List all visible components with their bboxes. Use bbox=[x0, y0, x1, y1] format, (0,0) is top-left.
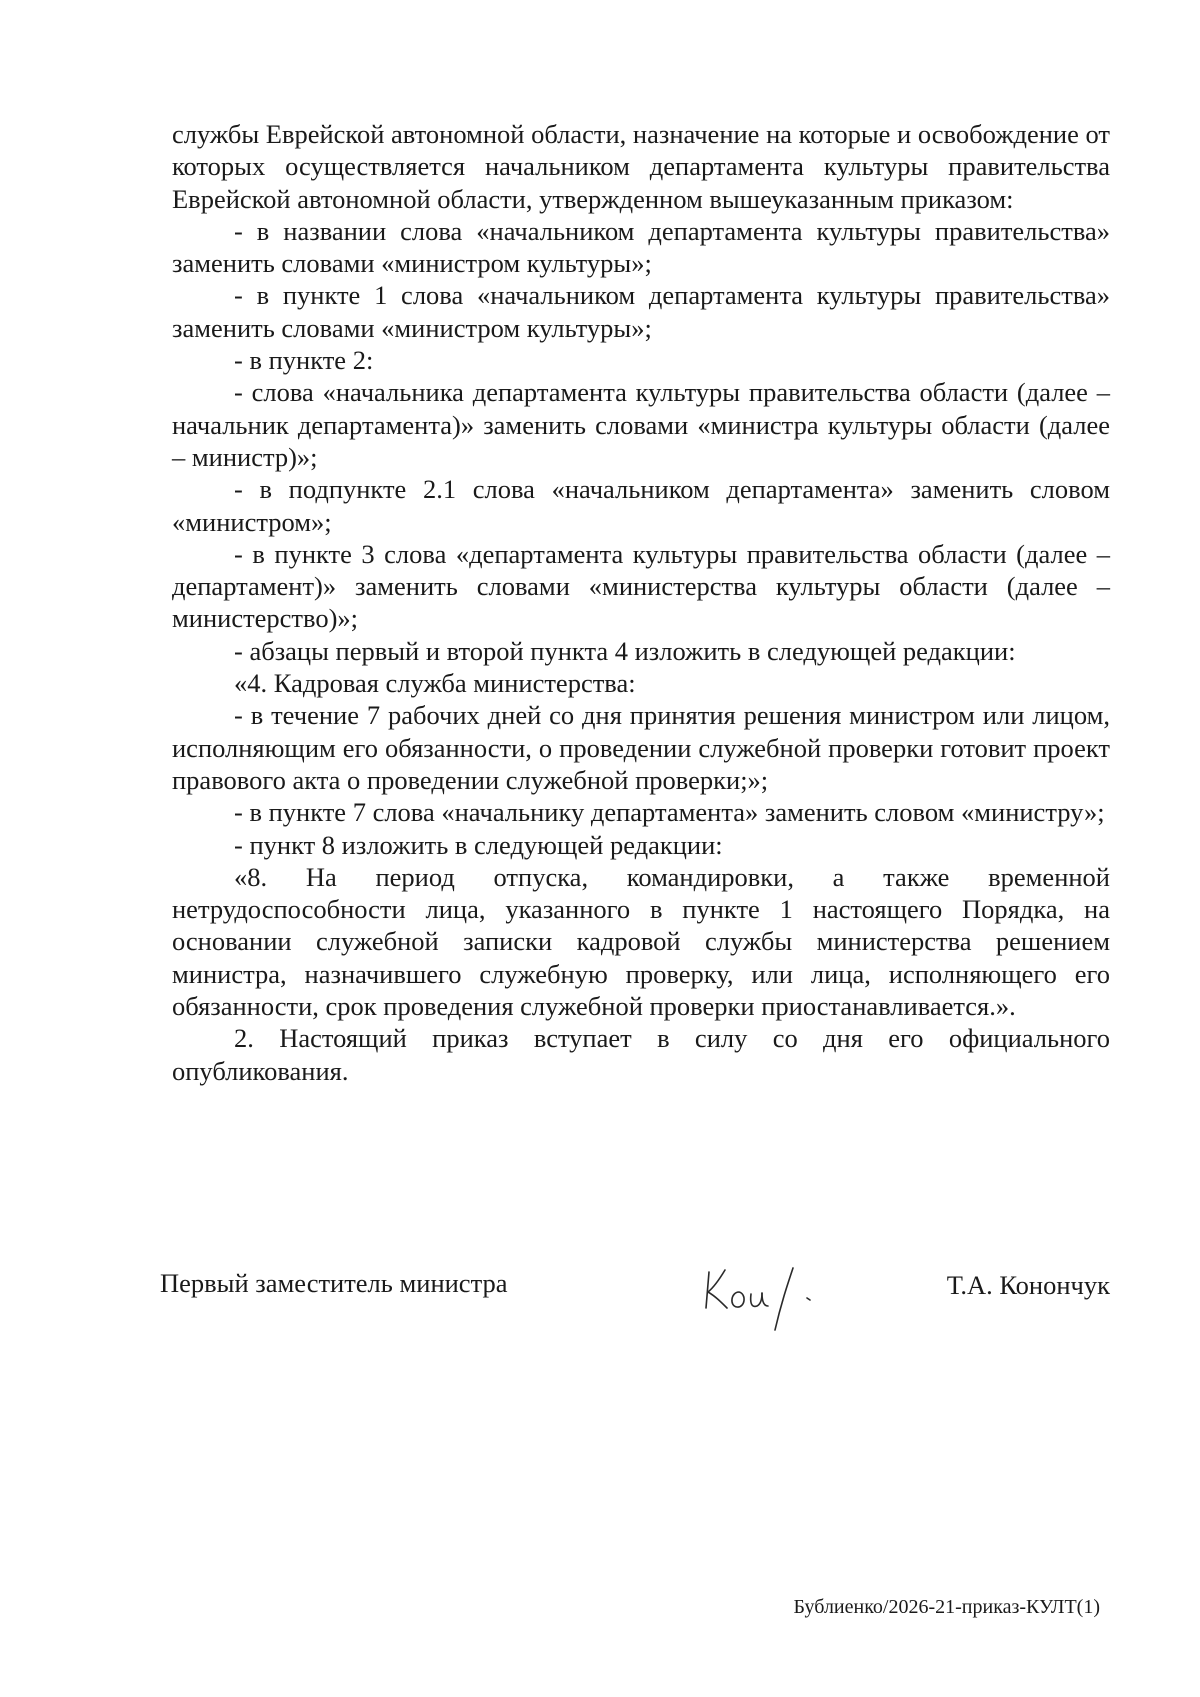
paragraph-10: - в течение 7 рабочих дней со дня принятия решения министром или лицом, исполняющим его обязанности, о проведении служебной проверки готовит проект правового акта о проведении служебной проверки;»; bbox=[172, 700, 1110, 795]
document-body bbox=[172, 118, 1110, 1087]
paragraph-8: - абзацы первый и второй пункта 4 изложить в следующей редакции: bbox=[234, 635, 1016, 666]
signatory-name: Т.А. Конончук bbox=[946, 1270, 1110, 1300]
paragraph-11: - в пункте 7 слова «начальнику департамента» заменить словом «министру»; bbox=[234, 797, 1105, 828]
paragraph-6: - в подпункте 2.1 слова «начальником департамента» заменить словом «министром»; bbox=[172, 474, 1110, 537]
handwritten-signature bbox=[695, 1256, 835, 1336]
paragraph-2: - в названии слова «начальником департамента культуры правительства» заменить словами «министром культуры»; bbox=[172, 215, 1110, 279]
paragraph-12: - пункт 8 изложить в следующей редакции: bbox=[234, 829, 723, 860]
paragraph-7: - в пункте 3 слова «департамента культуры правительства области (далее – департамент)» заменить словами «министерства культуры области (далее – министерство)»; bbox=[172, 538, 1110, 634]
paragraph-1: службы Еврейской автономной области, назначение на которые и освобождение от которых осуществляется начальником департамента культуры правительства Еврейской автономной области, утвержденном вышеуказанным приказом: bbox=[172, 119, 1110, 214]
paragraph-4: - в пункте 2: bbox=[234, 345, 374, 376]
document-footer-code: Бублиенко/2026-21-приказ-КУЛТ(1) bbox=[793, 1596, 1100, 1618]
paragraph-9: «4. Кадровая служба министерства: bbox=[234, 668, 636, 699]
paragraph-14: 2. Настоящий приказ вступает в силу со дня его официального опубликования. bbox=[172, 1023, 1110, 1086]
signature-block bbox=[160, 1264, 1110, 1344]
paragraph-13: «8. На период отпуска, командировки, а также временной нетрудоспособности лица, указанного в пункте 1 настоящего Порядка, на основании служебной записки кадровой службы министерства решением министра, назначившего служебную проверку, или лица, исполняющего его обязанности, срок проведения служебной проверки приостанавливается.». bbox=[172, 861, 1110, 1022]
signatory-position: Первый заместитель министра bbox=[160, 1268, 508, 1298]
paragraph-3: - в пункте 1 слова «начальником департамента культуры правительства» заменить словами «министром культуры»; bbox=[172, 280, 1110, 343]
paragraph-5: - слова «начальника департамента культуры правительства области (далее – начальник департамента)» заменить словами «министра культуры области (далее – министр)»; bbox=[172, 377, 1110, 472]
